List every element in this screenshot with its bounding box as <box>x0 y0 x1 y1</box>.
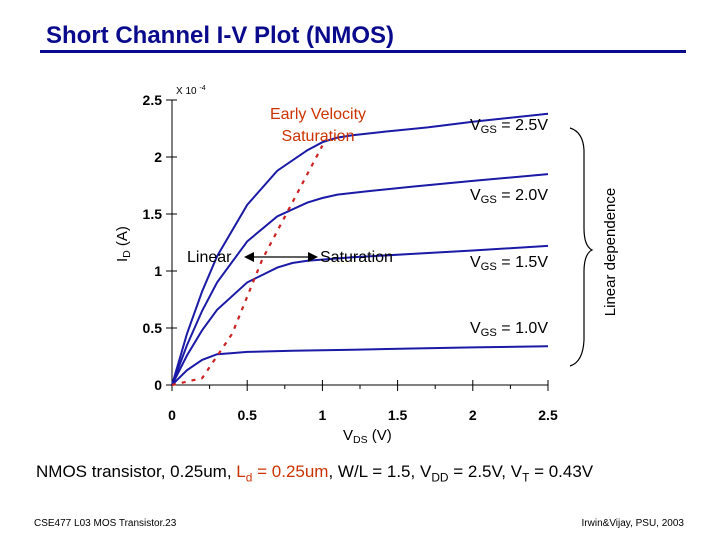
y-tick-label: 2.5 <box>142 92 162 108</box>
vgs-label: VGS = 1.5V <box>470 254 548 273</box>
saturation-region-label: Saturation <box>320 249 393 266</box>
y-multiplier: X 10 $^{-4}$ <box>176 85 206 97</box>
x-tick-label: 1.5 <box>387 407 408 423</box>
linear-dependence-bracket <box>570 128 592 366</box>
early-velocity-label-line2: Saturation <box>281 128 355 145</box>
y-tick-label: 0.5 <box>142 320 162 336</box>
caption-text <box>36 462 594 485</box>
vgs-label: VGS = 2.5V <box>470 117 548 136</box>
linear-region-label: Linear <box>187 249 232 266</box>
caption-part: DD <box>431 470 449 485</box>
x-tick-label: 1 <box>318 407 327 423</box>
caption-part: NMOS transistor, 0.25um, <box>36 462 237 481</box>
region-arrow-head-left <box>244 252 254 262</box>
caption-part: L <box>236 462 246 481</box>
caption-part: = 2.5V, V <box>448 462 523 481</box>
iv-curve-1 <box>172 346 548 385</box>
x-tick-label: 2.5 <box>538 407 558 423</box>
caption-part: d <box>245 470 253 485</box>
x-tick-label: 2 <box>468 407 477 423</box>
x-tick-label: 0.5 <box>237 407 257 423</box>
caption-part: = 0.25um <box>252 462 329 481</box>
y-tick-label: 0 <box>154 377 162 393</box>
linear-dependence-label: Linear dependence <box>602 187 619 317</box>
caption <box>36 462 593 484</box>
y-tick-label: 1.5 <box>142 206 162 222</box>
vgs-label: VGS = 2.0V <box>470 187 548 206</box>
x-tick-label: 0 <box>168 407 176 423</box>
y-axis-label: $I_D$ (A) <box>114 226 133 262</box>
footer-left: CSE477 L03 MOS Transistor.23 <box>34 518 177 529</box>
vgs-label: VGS = 1.0V <box>470 320 548 339</box>
page-title: Short Channel I-V Plot (NMOS) <box>46 22 394 49</box>
caption-part: , W/L = 1.5, V <box>328 462 432 481</box>
y-tick-label: 2 <box>154 149 162 165</box>
early-velocity-label-line1: Early Velocity <box>269 106 367 123</box>
caption-part: T <box>522 470 530 485</box>
footer-right: Irwin&Vijay, PSU, 2003 <box>581 518 684 529</box>
x-axis-label: $V_{DS}$ (V) <box>343 427 392 446</box>
caption-part: = 0.43V <box>529 462 594 481</box>
y-tick-label: 1 <box>154 263 162 279</box>
